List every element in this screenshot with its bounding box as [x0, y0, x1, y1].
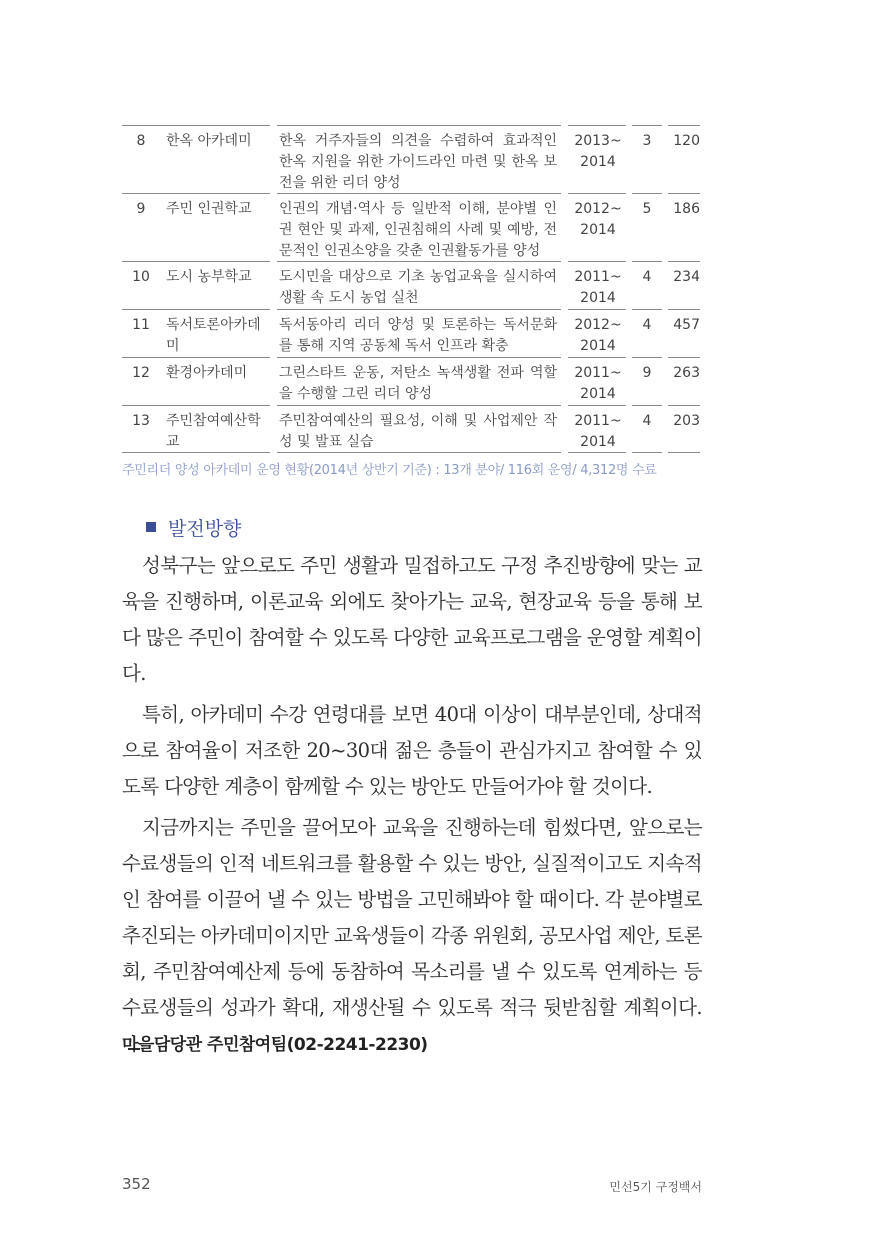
table-row [122, 405, 700, 452]
program-description: 한옥 거주자들의 의견을 수렴하여 효과적인 한옥 지원을 위한 가이드라인 마련 및 한옥 보전을 위한 리더 양성 [279, 133, 557, 191]
program-name: 주민 인권학교 [166, 201, 252, 217]
table-row [122, 193, 700, 261]
session-count: 4 [642, 413, 652, 429]
session-count: 5 [642, 201, 652, 217]
table-row [122, 309, 700, 357]
session-count: 4 [642, 269, 652, 285]
table-row [122, 357, 700, 405]
section-heading [146, 514, 241, 541]
program-period [570, 267, 626, 309]
section-heading-text: 발전방향 [168, 518, 242, 540]
program-name: 도시 농부학교 [166, 269, 252, 285]
program-period [570, 199, 626, 241]
period-end: 2014 [580, 290, 616, 306]
program-name: 환경아카데미 [166, 365, 248, 381]
period-start: 2012~ [574, 317, 622, 333]
body-text [122, 548, 702, 1067]
period-end: 2014 [580, 222, 616, 238]
contact-info: 마을담당관 주민참여팀(02-2241-2230) [122, 1035, 428, 1055]
period-end: 2014 [580, 434, 616, 450]
row-number: 11 [132, 317, 150, 333]
period-end: 2014 [580, 154, 616, 170]
paragraph [122, 810, 702, 1062]
table-caption: 주민리더 양성 아카데미 운영 현황(2014년 상반기 기준) : 13개 분야/ 116회 운영/ 4,312명 수료 [122, 463, 657, 478]
row-number: 10 [132, 269, 150, 285]
program-description: 주민참여예산의 필요성, 이해 및 사업제안 작성 및 발표 실습 [279, 413, 557, 450]
period-end: 2014 [580, 338, 616, 354]
program-period [570, 131, 626, 173]
program-description: 독서동아리 리더 양성 및 토론하는 독서문화를 통해 지역 공동체 독서 인프라 확충 [279, 317, 557, 354]
period-start: 2011~ [574, 365, 622, 381]
graduate-count: 186 [673, 201, 700, 217]
page-number: 352 [122, 1175, 151, 1193]
program-period [570, 411, 626, 453]
book-title: 민선5기 구정백서 [609, 1180, 702, 1194]
table-row [122, 125, 700, 193]
period-start: 2013~ [574, 133, 622, 149]
program-table [122, 125, 700, 452]
period-end: 2014 [580, 386, 616, 402]
program-name: 주민참여예산학교 [166, 413, 261, 450]
period-start: 2011~ [574, 269, 622, 285]
row-number: 13 [132, 413, 150, 429]
paragraph: 특히, 아카데미 수강 연령대를 보면 40대 이상이 대부분인데, 상대적으로 참여율이 저조한 20~30대 젊은 층들이 관심가지고 참여할 수 있도록 다양한 계층이 함께할 수 있는 방안도 만들어가야 할 것이다. [122, 703, 702, 798]
program-name: 독서토론아카데미 [166, 317, 261, 354]
row-number: 9 [136, 201, 146, 217]
program-period [570, 315, 626, 357]
period-start: 2011~ [574, 413, 622, 429]
row-number: 12 [132, 365, 150, 381]
graduate-count: 203 [673, 413, 700, 429]
period-start: 2012~ [574, 201, 622, 217]
program-name: 한옥 아카데미 [166, 133, 252, 149]
session-count: 9 [642, 365, 652, 381]
row-number: 8 [136, 133, 146, 149]
program-description: 인권의 개념·역사 등 일반적 이해, 분야별 인권 현안 및 과제, 인권침해의 사례 및 예방, 전문적인 인권소양을 갖춘 인권활동가를 양성 [279, 201, 557, 259]
paragraph: 성북구는 앞으로도 주민 생활과 밀접하고도 구정 추진방향에 맞는 교육을 진행하며, 이론교육 외에도 찾아가는 교육, 현장교육 등을 통해 보다 많은 주민이 참여할 수 있도록 다양한 교육프로그램을 운영할 계획이다. [122, 554, 702, 685]
paragraph-text: 지금까지는 주민을 끌어모아 교육을 진행하는데 힘썼다면, 앞으로는 수료생들의 인적 네트워크를 활용할 수 있는 방안, 실질적이고도 지속적인 참여를 이끌어 낼 수 있는 방법을 고민해봐야 할 때이다. 각 분야별로 추진되는 아카데미이지만 교육생들이 각종 위원회, 공모사업 제안, 토론회, 주민참여예산제 등에 동참하여 목소리를 낼 수 있도록 연계하는 등 수료생들의 성과가 확대, 재생산될 수 있도록 적극 뒷받침할 계획이다. [122, 816, 702, 1019]
graduate-count: 120 [673, 133, 700, 149]
program-description: 그린스타트 운동, 저탄소 녹색생활 전파 역할을 수행할 그린 리더 양성 [279, 365, 557, 402]
graduate-count: 234 [673, 269, 700, 285]
table-row [122, 261, 700, 309]
session-count: 3 [642, 133, 652, 149]
session-count: 4 [642, 317, 652, 333]
square-bullet-icon [146, 522, 156, 532]
graduate-count: 263 [673, 365, 700, 381]
graduate-count: 457 [673, 317, 700, 333]
program-description: 도시민을 대상으로 기초 농업교육을 실시하여 생활 속 도시 농업 실천 [279, 269, 557, 306]
program-period [570, 363, 626, 405]
